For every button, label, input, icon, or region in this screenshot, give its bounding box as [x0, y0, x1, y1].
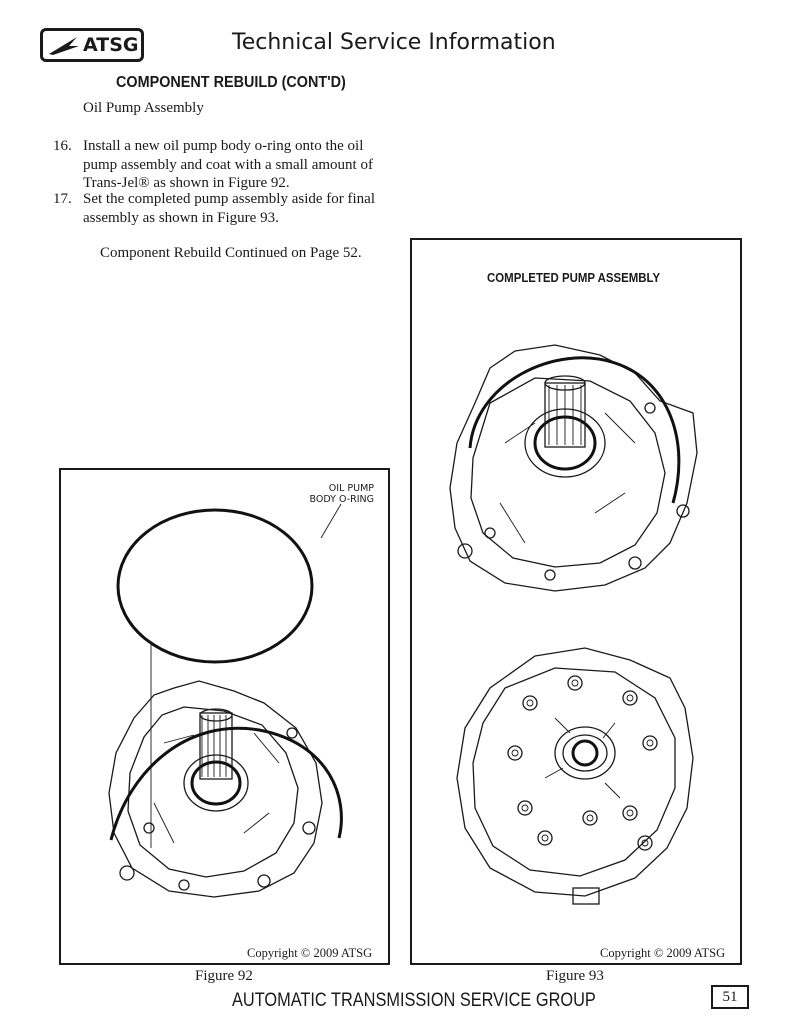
oring-callout-label: OIL PUMP BODY O-RING — [309, 483, 374, 505]
figure-92-copyright: Copyright © 2009 ATSG — [247, 946, 373, 960]
step-17-number: 17. — [53, 191, 72, 207]
figure-93-drawing — [410, 238, 742, 965]
oring-illustration — [118, 510, 312, 662]
subsection-title: Oil Pump Assembly — [83, 100, 204, 116]
section-title: COMPONENT REBUILD (CONT'D) — [116, 74, 346, 91]
figure-92-label: Figure 92 — [195, 968, 253, 984]
step-16-text: Install a new oil pump body o-ring onto the oil pump assembly and coat with a small amount of Trans-Jel® as shown in Figure 92. — [83, 138, 373, 191]
step-17-text: Set the completed pump assembly aside for final assembly as shown in Figure 93. — [83, 191, 376, 226]
page-number: 51 — [711, 985, 749, 1009]
continued-note: Component Rebuild Continued on Page 52. — [100, 245, 362, 261]
figure-93-label: Figure 93 — [546, 968, 604, 984]
figure-92-drawing — [59, 468, 390, 965]
step-16-number: 16. — [53, 138, 72, 154]
figure-93-title: COMPLETED PUMP ASSEMBLY — [487, 270, 661, 285]
pump-front-view — [450, 345, 697, 591]
logo-text: ATSG — [83, 34, 139, 56]
page-header-title: Technical Service Information — [232, 30, 556, 55]
pump-rear-view — [457, 648, 693, 904]
footer-organization: AUTOMATIC TRANSMISSION SERVICE GROUP — [232, 990, 596, 1011]
figure-93-copyright: Copyright © 2009 ATSG — [600, 946, 726, 960]
atsg-logo — [40, 28, 144, 62]
logo-swoosh-icon — [47, 34, 81, 56]
